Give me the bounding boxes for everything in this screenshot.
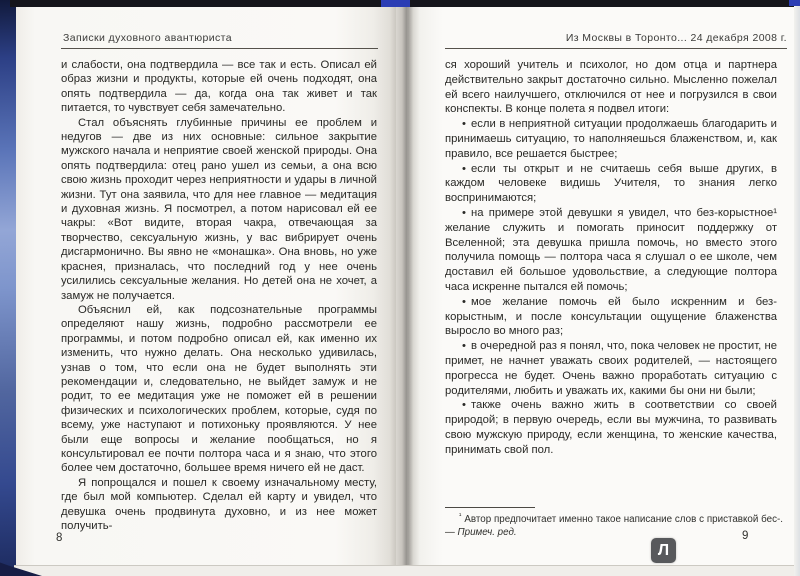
footnote-text: Автор предпочитает именно такое написание слов с приставкой бес-. — — [445, 514, 783, 538]
footnote — [445, 513, 783, 539]
bullet-text: на примере этой девушки я увидел, что без-корыстное¹ желание служить и помогать приносит поддержку от Вселенной; эта девушка пришла помочь, но вместо этого получила помощь — полтора часа я слушал о ее школе, чем доставил ей большое удовольствие, а следующие полтора часа искренне пытался ей помочь; — [445, 206, 777, 293]
paragraph: и слабости, она подтвердила — все так и есть. Описал ей образ жизни и продукты, которые ей очень подходят, она опять подтвердила — да, когда она так живет и так питается, то чувствует себя замечательно. — [61, 59, 377, 115]
page-stack-edge-right — [794, 6, 800, 576]
footnote-marker: ¹ — [459, 512, 462, 520]
bullet-marker: • — [462, 340, 466, 353]
bullet-item — [445, 206, 777, 295]
page-number-left: 8 — [56, 532, 63, 544]
bullet-item — [445, 162, 777, 206]
bullet-text: мое желание помочь ей было искренним и без-корыстным, и после консультации ощущение блаженства выросло во много раз; — [445, 295, 777, 338]
left-page — [16, 7, 396, 566]
bullet-item — [445, 295, 777, 339]
spine-blue-edge — [381, 0, 410, 7]
book-cover-edge — [0, 0, 16, 576]
footnote-rule — [445, 507, 535, 508]
bullet-text: если ты открыт и не считаешь себя выше других, в каждом человеке видишь Учителя, то знания легко воспринимаются; — [445, 162, 777, 205]
bullet-marker: • — [462, 118, 466, 131]
right-page-text — [445, 58, 777, 458]
paragraph: Объяснил ей, как подсознательные программы определяют нашу жизнь, подробно рассмотрели ее программы, и потом подробно описал ей, как именно их изменить, что нужно делать. Она несколько удивилась, узнав о том, что если она не будет выполнять эти рекомендации и, следовательно, не выйдет замуж и не родит, то ее медитация уже не поможет ей в решении физических и психологических проблем, которые, судя по всему, уже наступают и потихоньку проявляются. У нее были еще вопросы и желание пообщаться, но я консультировал ее почти полтора часа и я знаю, что этого более чем достаточно, большее время ничего ей не даст. — [61, 303, 377, 475]
bullet-item — [445, 339, 777, 398]
bullet-item — [445, 117, 777, 161]
bullet-text: в очередной раз я понял, что, пока человек не простит, не примет, не начнет уважать своих родителей, — настоящего прогресса не будет. Очень важно проработать ситуацию с родителями, любить и уважать их, какими бы они ни были; — [445, 340, 777, 397]
bullet-marker: • — [462, 162, 466, 175]
header-rule-left — [61, 48, 378, 49]
header-rule-right — [445, 48, 787, 49]
right-page — [408, 7, 794, 566]
bullet-marker: • — [462, 399, 466, 412]
bullet-text: если в неприятной ситуации продолжаешь благодарить и принимаешь ситуацию, то наполняешься блаженством, и, как правило, все решается быстрее; — [445, 118, 777, 160]
bullet-marker: • — [462, 206, 466, 219]
paragraph: ся хороший учитель и психолог, но дом отца и партнера действительно закрыт достаточно сильно. Мысленно пожелал ей всего наилучшего, отключился от нее и погрузился в свои конспекты. В конце полета я подвел итоги: — [445, 59, 777, 116]
left-page-text — [61, 58, 377, 533]
paragraph: Я попрощался и пошел к своему изначальному месту, где был мой компьютер. Сделал ей карту и увидел, что девушка очень продвинута духовно, и из нее может получить- — [61, 476, 377, 532]
watermark-letter: Л — [657, 541, 670, 559]
page-number-right: 9 — [742, 530, 749, 542]
running-head-right: Из Москвы в Торонто... 24 декабря 2008 г. — [565, 32, 787, 44]
footnote-source: Примеч. ред. — [457, 527, 517, 538]
paragraph: Стал объяснять глубинные причины ее проблем и недугов — две из них основные: сильное закрытие мужского начала и неприятие своей женской природы. Она опять подтвердила: отец рано ушел из семьи, а она всю свою жизнь проходит через неприятности и удары в личной жизни. Тут она заявила, что для нее главное — медитация и духовная жизнь. Я посмотрел, а потом нарисовал ей ее чакры: «Вот видите, вторая чакра, отвечающая за творчество, сексуальную жизнь, у вас вибрирует очень дисгармонично. Вы явно не «монашка». Она вновь, но уже краснея, призналась, что последний год у нее очень усилились сексуальные желания. Но детей она не хочет, а замуж не получается. — [61, 116, 377, 302]
bullet-marker: • — [462, 295, 466, 308]
running-head-left: Записки духовного авантюриста — [63, 32, 232, 44]
book-bottom-edge — [14, 565, 800, 576]
bullet-item — [445, 398, 777, 457]
labirint-watermark — [651, 538, 676, 563]
bullet-text: также очень важно жить в соответствии со своей природой; в первую очередь, если вы мужчина, то развивать свою мужскую природу, если женщина, то женские качества, принимать свой пол. — [445, 399, 777, 456]
